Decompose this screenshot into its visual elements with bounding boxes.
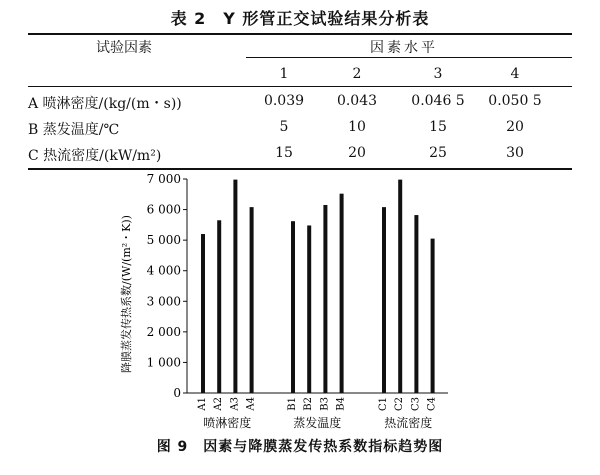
x-tick-label-b2: B2	[303, 397, 315, 411]
bar-b4	[340, 194, 344, 393]
y-axis-label: 降膜蒸发传热系数/(W/(m²・K))	[120, 215, 133, 373]
row-a-value-3: 0.046 5	[411, 93, 465, 109]
y-tick-label: 7 000	[146, 172, 181, 186]
y-tick-label: 6 000	[146, 202, 181, 217]
x-tick-label-c4: C4	[426, 397, 438, 412]
x-tick-label-a1: A1	[197, 397, 208, 411]
bar-b2	[307, 225, 311, 393]
level-number-2: 2	[352, 66, 362, 82]
table-level-rule	[246, 57, 572, 58]
header-factor: 试验因素	[96, 40, 152, 56]
x-tick-label-a4: A4	[245, 397, 257, 411]
bar-b1	[291, 221, 295, 393]
y-tick-label: 5 000	[146, 233, 181, 248]
bar-a3	[233, 180, 237, 393]
y-tick-label: 2 000	[146, 324, 181, 339]
group-label: 蒸发温度	[293, 416, 342, 430]
row-b-value-1: 5	[279, 119, 289, 135]
row-c-value-3: 25	[429, 145, 447, 161]
row-c-value-4: 30	[506, 145, 524, 161]
x-tick-label-c2: C2	[394, 397, 406, 412]
row-c-value-2: 20	[348, 145, 366, 161]
bar-a1	[201, 234, 205, 393]
bar-b3	[323, 205, 327, 393]
bar-a4	[250, 207, 254, 393]
level-number-1: 1	[279, 66, 289, 82]
x-tick-label-c1: C1	[378, 397, 389, 412]
y-tick-label: 4 000	[146, 263, 181, 278]
bar-a2	[217, 220, 221, 393]
table-top-rule	[28, 33, 572, 35]
row-label-a: A 喷淋密度/(kg/(m・s))	[28, 96, 182, 112]
row-a-value-4: 0.050 5	[488, 93, 542, 109]
bar-c2	[398, 180, 402, 393]
x-tick-label-c3: C3	[410, 397, 422, 412]
row-b-value-3: 15	[429, 119, 447, 135]
bar-c1	[382, 207, 386, 393]
level-number-3: 3	[433, 66, 443, 82]
x-tick-label-b1: B1	[287, 397, 298, 411]
table-caption: 表 2 Y 形管正交试验结果分析表	[170, 9, 430, 28]
y-tick-label: 1 000	[146, 355, 181, 370]
row-b-value-4: 20	[506, 119, 524, 135]
group-label: 热流密度	[384, 416, 433, 430]
row-a-value-1: 0.039	[263, 93, 305, 109]
x-tick-label-a2: A2	[213, 397, 225, 411]
x-tick-label-b4: B4	[335, 397, 347, 411]
chart-axes	[183, 179, 448, 393]
x-tick-label-b3: B3	[319, 397, 331, 411]
group-label: 喷淋密度	[203, 416, 252, 430]
row-label-c: C 热流密度/(kW/m²)	[28, 148, 162, 164]
level-number-4: 4	[510, 66, 520, 82]
header-levels: 因素水平	[370, 40, 438, 56]
row-label-b: B 蒸发温度/℃	[28, 122, 120, 138]
table-header-rule	[28, 86, 572, 87]
chart-bars	[201, 180, 435, 393]
row-c-value-1: 15	[275, 145, 293, 161]
row-a-value-2: 0.043	[336, 93, 378, 109]
y-tick-label: 3 000	[146, 294, 181, 309]
bar-c4	[431, 239, 435, 393]
row-b-value-2: 10	[348, 119, 366, 135]
trend-bar-chart	[0, 170, 600, 436]
bar-c3	[414, 215, 418, 393]
figure-caption: 图 9 因素与降膜蒸发传热系数指标趋势图	[156, 439, 444, 455]
y-tick-label: 0	[173, 386, 181, 400]
x-tick-label-a3: A3	[229, 397, 241, 411]
